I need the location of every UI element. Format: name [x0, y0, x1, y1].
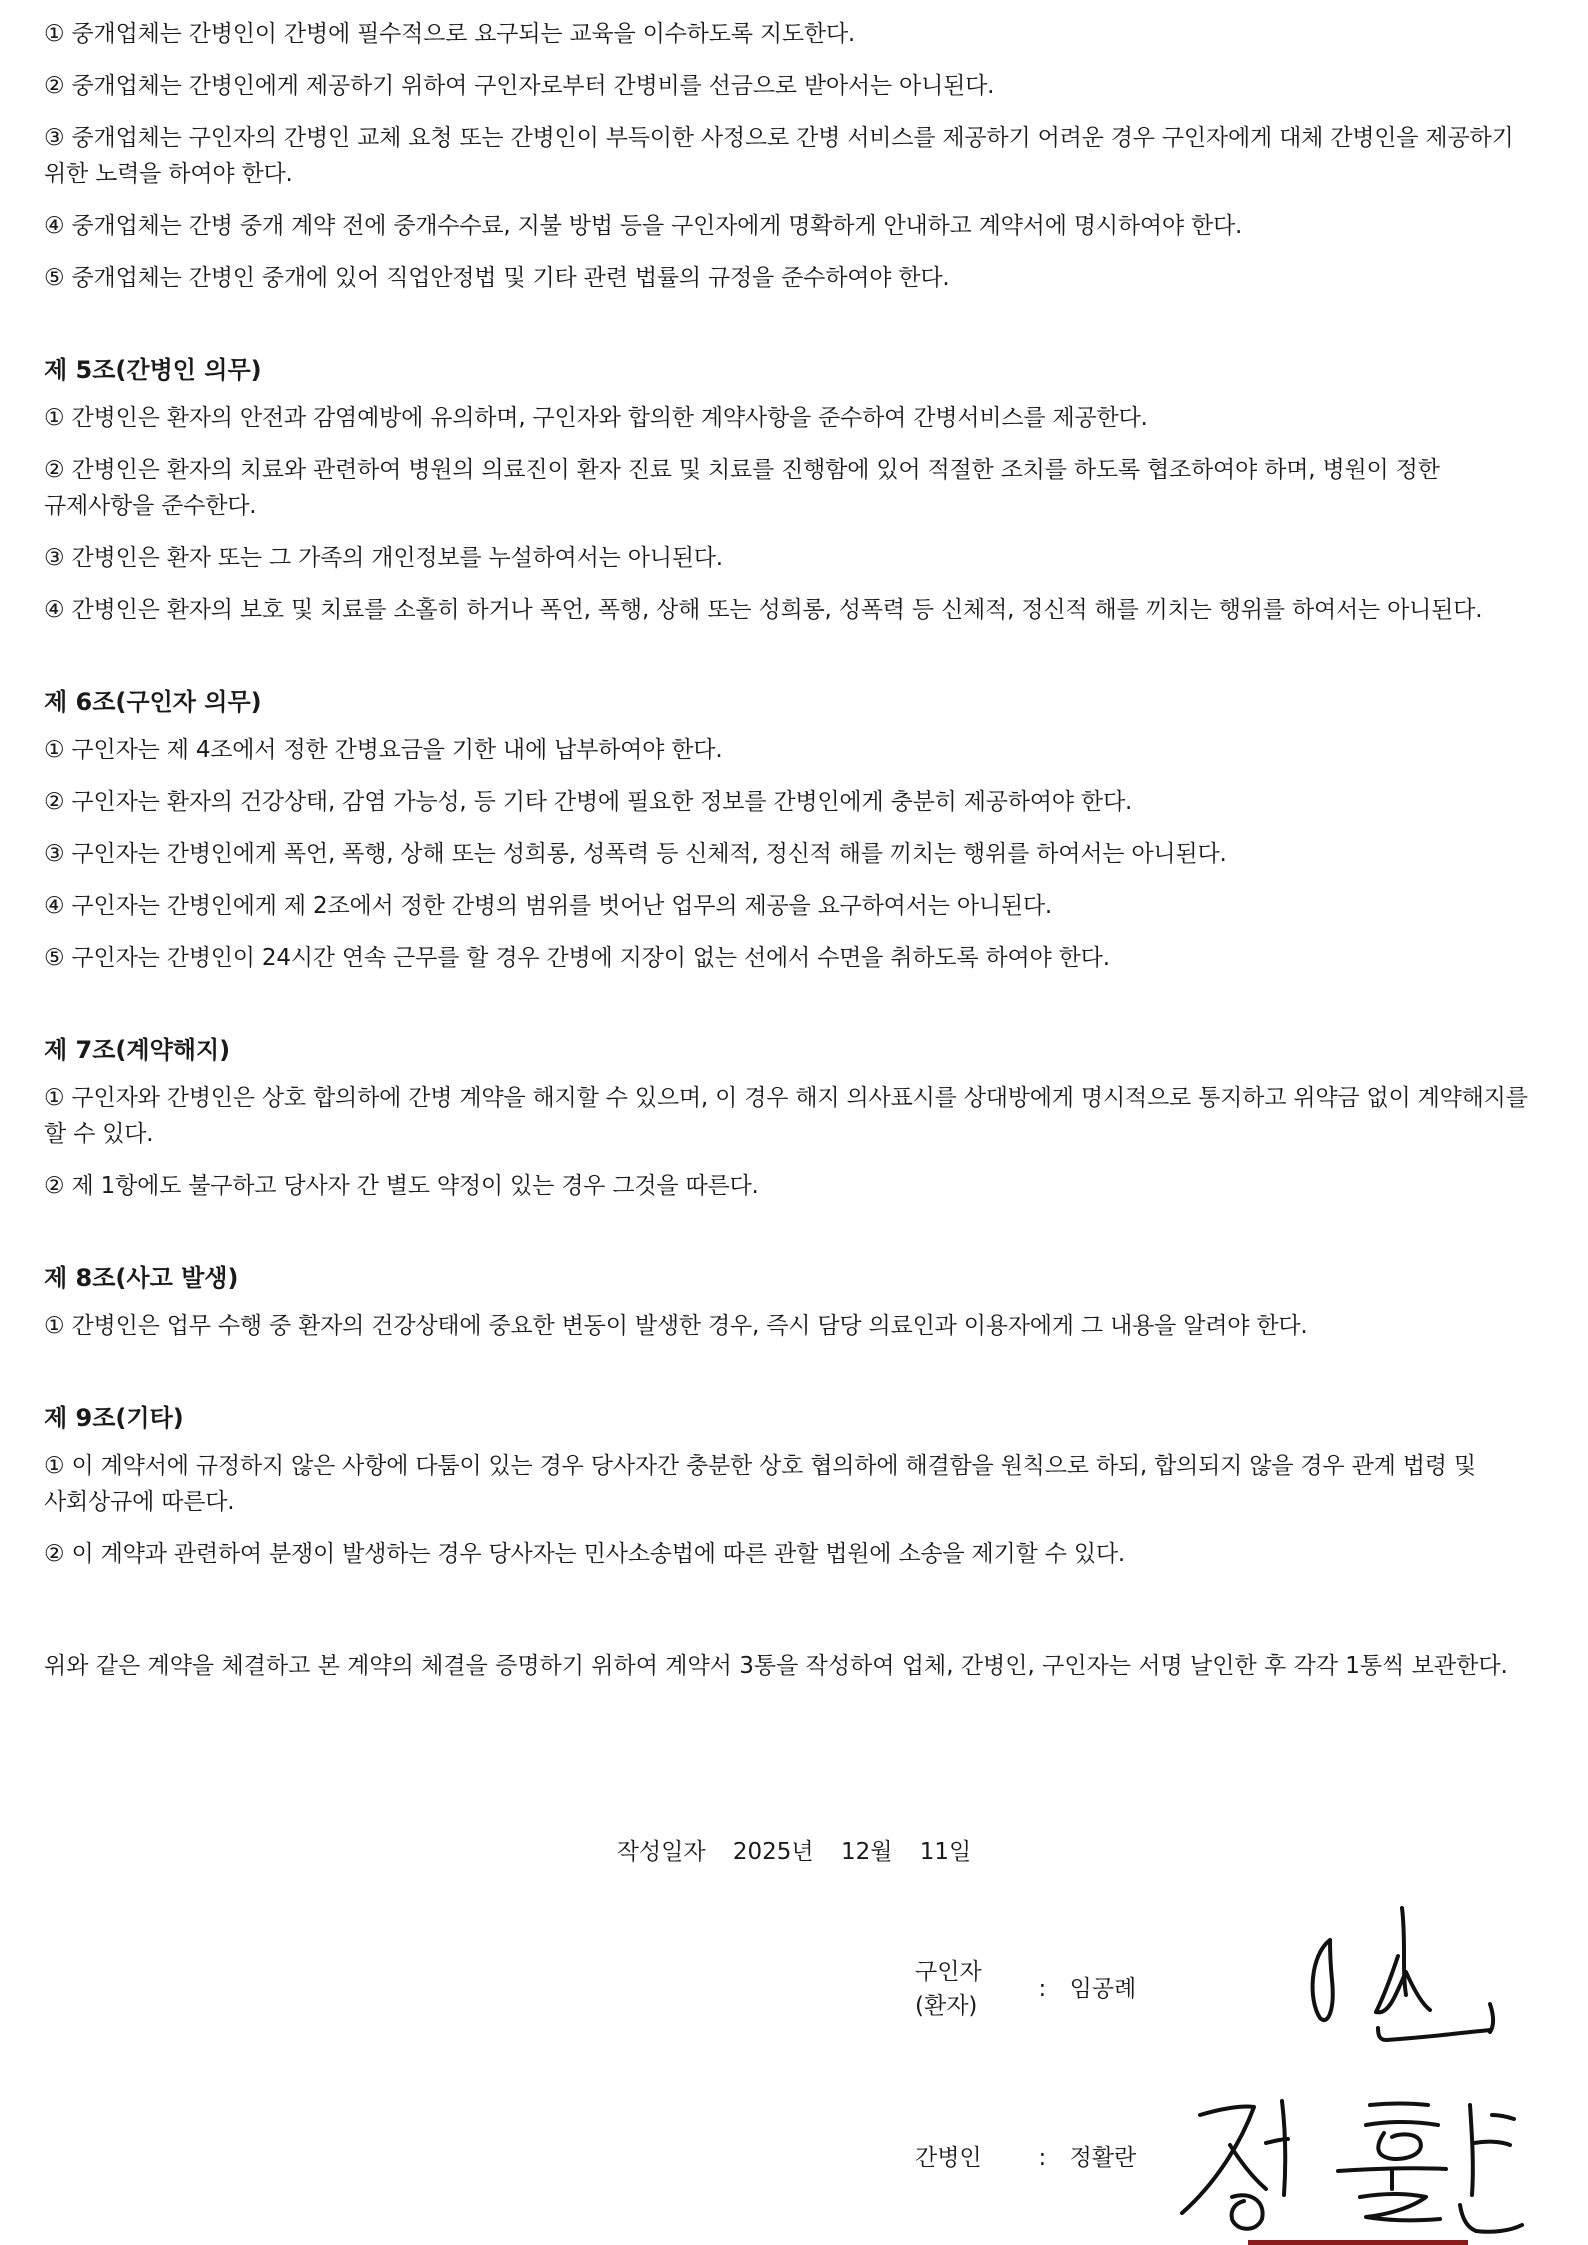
date-label: 작성일자 [616, 1839, 706, 1865]
clause-item: ② 중개업체는 간병인에게 제공하기 위하여 구인자로부터 간병비를 선금으로 받아서는 아니된다. [44, 73, 995, 99]
section-title: 제 5조(간병인 의무) [44, 356, 262, 384]
clause-item: ④ 중개업체는 간병 중개 계약 전에 중개수수료, 지불 방법 등을 구인자에게 명확하게 안내하고 계약서에 명시하여야 한다. [44, 213, 1243, 239]
employer-label-line1: 구인자 [915, 1959, 982, 1985]
clause-item: ② 이 계약과 관련하여 분쟁이 발생하는 경우 당사자는 민사소송법에 따른 관할 법원에 소송을 제기할 수 있다. [44, 1541, 1125, 1567]
clause-item: ⑤ 중개업체는 간병인 중개에 있어 직업안정법 및 기타 관련 법률의 규정을 준수하여야 한다. [44, 265, 950, 291]
clause-item: ② 간병인은 환자의 치료와 관련하여 병원의 의료진이 환자 진료 및 치료를 진행함에 있어 적절한 조치를 하도록 협조하여야 하며, 병원이 정한 규제사항을 준수한다. [44, 457, 1440, 519]
clause-item: ④ 구인자는 간병인에게 제 2조에서 정한 간병의 범위를 벗어난 업무의 제공을 요구하여서는 아니된다. [44, 893, 1053, 919]
caregiver-colon: : [1038, 2144, 1047, 2171]
clause-item: ③ 구인자는 간병인에게 폭언, 폭행, 상해 또는 성희롱, 성폭력 등 신체적, 정신적 해를 끼치는 행위를 하여서는 아니된다. [44, 841, 1227, 867]
clause-item: ② 제 1항에도 불구하고 당사자 간 별도 약정이 있는 경우 그것을 따른다. [44, 1173, 759, 1199]
clause-item: ① 이 계약서에 규정하지 않은 사항에 다툼이 있는 경우 당사자간 충분한 상호 협의하에 해결함을 원칙으로 하되, 합의되지 않을 경우 관계 법령 및 사회상규에 따른다. [44, 1453, 1476, 1515]
clause-item: ④ 간병인은 환자의 보호 및 치료를 소홀히 하거나 폭언, 폭행, 상해 또는 성희롱, 성폭력 등 신체적, 정신적 해를 끼치는 행위를 하여서는 아니된다. [44, 597, 1483, 623]
date-year: 2025년 [732, 1839, 814, 1865]
employer-handwritten-signature [1290, 1900, 1540, 2050]
clause-item: ① 구인자와 간병인은 상호 합의하에 간병 계약을 해지할 수 있으며, 이 경우 해지 의사표시를 상대방에게 명시적으로 통지하고 위약금 없이 계약해지를 할 수 있다. [44, 1085, 1528, 1147]
clause-item: ③ 중개업체는 구인자의 간병인 교체 요청 또는 간병인이 부득이한 사정으로 간병 서비스를 제공하기 어려운 경우 구인자에게 대체 간병인을 제공하기 위한 노력을 하여야 한다. [44, 125, 1514, 187]
stamp-edge [1248, 2240, 1468, 2245]
clause-item: ⑤ 구인자는 간병인이 24시간 연속 근무를 할 경우 간병에 지장이 없는 선에서 수면을 취하도록 하여야 한다. [44, 945, 1110, 971]
contract-page [44, 16, 1544, 1684]
clause-item: ① 중개업체는 간병인이 간병에 필수적으로 요구되는 교육을 이수하도록 지도한다. [44, 21, 856, 47]
section-title: 제 7조(계약해지) [44, 1036, 231, 1064]
closing-statement: 위와 같은 계약을 체결하고 본 계약의 체결을 증명하기 위하여 계약서 3통을 작성하여 업체, 간병인, 구인자는 서명 날인한 후 각각 1통씩 보관한다. [44, 1653, 1508, 1679]
section-article-7 [44, 1032, 1544, 1204]
clause-item: ① 구인자는 제 4조에서 정한 간병요금을 기한 내에 납부하여야 한다. [44, 737, 723, 763]
section-article-5 [44, 352, 1544, 628]
clause-item: ① 간병인은 환자의 안전과 감염예방에 유의하며, 구인자와 합의한 계약사항을 준수하여 간병서비스를 제공한다. [44, 405, 1148, 431]
caregiver-handwritten-signature [1170, 2085, 1570, 2245]
employer-colon: : [1038, 1976, 1047, 2002]
section-article-9 [44, 1400, 1544, 1572]
section-title: 제 8조(사고 발생) [44, 1264, 239, 1292]
employer-label [915, 1955, 1015, 2023]
caregiver-signature-row [915, 2140, 1136, 2175]
date-day: 11일 [919, 1839, 972, 1865]
employer-name: 임공례 [1069, 1976, 1137, 2002]
date-month: 12월 [840, 1839, 893, 1865]
section-title: 제 6조(구인자 의무) [44, 688, 262, 716]
date-line [0, 1834, 1588, 1870]
employer-signature-row [915, 1955, 1136, 2023]
section-article-6 [44, 684, 1544, 976]
caregiver-label: 간병인 [915, 2144, 982, 2171]
intro-clauses [44, 16, 1544, 296]
section-title: 제 9조(기타) [44, 1404, 184, 1432]
clause-item: ① 간병인은 업무 수행 중 환자의 건강상태에 중요한 변동이 발생한 경우, 즉시 담당 의료인과 이용자에게 그 내용을 알려야 한다. [44, 1313, 1308, 1339]
employer-label-line2: (환자) [915, 1993, 978, 2019]
caregiver-name: 정활란 [1069, 2144, 1137, 2171]
section-article-8 [44, 1260, 1544, 1344]
clause-item: ③ 간병인은 환자 또는 그 가족의 개인정보를 누설하여서는 아니된다. [44, 545, 723, 571]
clause-item: ② 구인자는 환자의 건강상태, 감염 가능성, 등 기타 간병에 필요한 정보를 간병인에게 충분히 제공하여야 한다. [44, 789, 1133, 815]
